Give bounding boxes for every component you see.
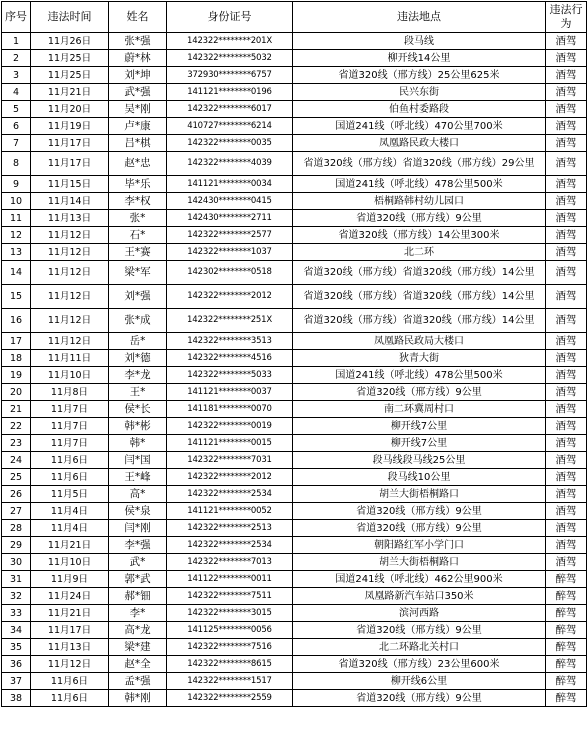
table-row (2, 367, 587, 384)
cell-action: 酒驾 (546, 333, 587, 350)
cell-no: 9 (2, 176, 31, 193)
cell-no: 26 (2, 486, 31, 503)
cell-action: 酒驾 (546, 210, 587, 227)
cell-id: 142322********3513 (167, 333, 293, 350)
cell-location: 滨河西路 (293, 605, 546, 622)
table-row (2, 118, 587, 135)
cell-id: 142322********1517 (167, 673, 293, 690)
cell-name: 张* (109, 210, 167, 227)
cell-name: 张*成 (109, 309, 167, 333)
cell-no: 6 (2, 118, 31, 135)
table-row (2, 639, 587, 656)
cell-time: 11月24日 (31, 588, 109, 605)
cell-time: 11月21日 (31, 84, 109, 101)
table-row (2, 452, 587, 469)
cell-id: 141122********0011 (167, 571, 293, 588)
cell-time: 11月7日 (31, 401, 109, 418)
table-row (2, 135, 587, 152)
table-row (2, 309, 587, 333)
cell-no: 29 (2, 537, 31, 554)
cell-id: 141125********0056 (167, 622, 293, 639)
header-action: 违法行为 (546, 2, 587, 33)
cell-action: 酒驾 (546, 520, 587, 537)
cell-no: 3 (2, 67, 31, 84)
cell-location: 民兴东街 (293, 84, 546, 101)
cell-no: 23 (2, 435, 31, 452)
cell-no: 33 (2, 605, 31, 622)
cell-location: 柳开线6公里 (293, 673, 546, 690)
cell-no: 25 (2, 469, 31, 486)
cell-location: 省道320线（邢方线）省道320线（邢方线）29公里 (293, 152, 546, 176)
cell-action: 酒驾 (546, 135, 587, 152)
cell-id: 142322********2534 (167, 537, 293, 554)
cell-no: 36 (2, 656, 31, 673)
cell-time: 11月6日 (31, 673, 109, 690)
cell-time: 11月14日 (31, 193, 109, 210)
cell-location: 段马线10公里 (293, 469, 546, 486)
cell-time: 11月4日 (31, 520, 109, 537)
cell-id: 142322********0035 (167, 135, 293, 152)
cell-id: 142322********1037 (167, 244, 293, 261)
table-row (2, 261, 587, 285)
table-row (2, 469, 587, 486)
cell-name: 石* (109, 227, 167, 244)
cell-location: 凤凰路民政局大楼口 (293, 333, 546, 350)
cell-no: 2 (2, 50, 31, 67)
cell-no: 14 (2, 261, 31, 285)
cell-name: 郝*钿 (109, 588, 167, 605)
cell-id: 141121********0037 (167, 384, 293, 401)
table-row (2, 101, 587, 118)
cell-name: 卢*康 (109, 118, 167, 135)
cell-action: 酒驾 (546, 486, 587, 503)
cell-no: 13 (2, 244, 31, 261)
cell-no: 5 (2, 101, 31, 118)
table-row (2, 588, 587, 605)
cell-id: 142322********4039 (167, 152, 293, 176)
cell-action: 酒驾 (546, 401, 587, 418)
cell-id: 142322********7511 (167, 588, 293, 605)
table-row (2, 210, 587, 227)
cell-name: 蔚*林 (109, 50, 167, 67)
table-row (2, 537, 587, 554)
cell-no: 20 (2, 384, 31, 401)
cell-id: 142322********2577 (167, 227, 293, 244)
cell-location: 段马线段马线25公里 (293, 452, 546, 469)
cell-time: 11月9日 (31, 571, 109, 588)
table-row (2, 193, 587, 210)
cell-name: 闫*国 (109, 452, 167, 469)
cell-action: 酒驾 (546, 227, 587, 244)
table-body (2, 33, 587, 707)
cell-id: 141121********0034 (167, 176, 293, 193)
cell-action: 酒驾 (546, 193, 587, 210)
table-row (2, 418, 587, 435)
cell-id: 142322********201X (167, 33, 293, 50)
cell-time: 11月12日 (31, 285, 109, 309)
cell-action: 酒驾 (546, 503, 587, 520)
cell-id: 142322********3015 (167, 605, 293, 622)
cell-id: 372930********6757 (167, 67, 293, 84)
cell-name: 张*强 (109, 33, 167, 50)
cell-time: 11月25日 (31, 67, 109, 84)
cell-name: 李*强 (109, 537, 167, 554)
cell-id: 142430********0415 (167, 193, 293, 210)
cell-name: 韩*彬 (109, 418, 167, 435)
cell-name: 吕*棋 (109, 135, 167, 152)
cell-action: 醉驾 (546, 690, 587, 707)
cell-time: 11月21日 (31, 537, 109, 554)
cell-location: 凤凰路新汽车站口350米 (293, 588, 546, 605)
cell-action: 酒驾 (546, 118, 587, 135)
cell-id: 142430********2711 (167, 210, 293, 227)
cell-id: 142322********2012 (167, 285, 293, 309)
cell-id: 142322********4516 (167, 350, 293, 367)
cell-location: 省道320线（邢方线）9公里 (293, 210, 546, 227)
table-row (2, 622, 587, 639)
cell-name: 梁*军 (109, 261, 167, 285)
table-row (2, 350, 587, 367)
table-row (2, 333, 587, 350)
cell-id: 142322********7516 (167, 639, 293, 656)
cell-id: 141181********0070 (167, 401, 293, 418)
cell-no: 30 (2, 554, 31, 571)
cell-action: 醉驾 (546, 656, 587, 673)
cell-action: 酒驾 (546, 435, 587, 452)
cell-location: 省道320线（邢方线）省道320线（邢方线）14公里 (293, 285, 546, 309)
cell-time: 11月13日 (31, 210, 109, 227)
cell-action: 酒驾 (546, 537, 587, 554)
table-header-row (2, 2, 587, 33)
cell-name: 赵*忠 (109, 152, 167, 176)
table-row (2, 673, 587, 690)
cell-id: 142322********6017 (167, 101, 293, 118)
cell-time: 11月6日 (31, 690, 109, 707)
table-row (2, 605, 587, 622)
cell-action: 醉驾 (546, 673, 587, 690)
cell-time: 11月7日 (31, 418, 109, 435)
table-row (2, 503, 587, 520)
cell-no: 38 (2, 690, 31, 707)
cell-location: 省道320线（邢方线）9公里 (293, 690, 546, 707)
cell-time: 11月20日 (31, 101, 109, 118)
table-row (2, 384, 587, 401)
violations-table (1, 1, 587, 707)
table-row (2, 571, 587, 588)
cell-time: 11月26日 (31, 33, 109, 50)
cell-no: 18 (2, 350, 31, 367)
cell-location: 国道241线（呼北线）478公里500米 (293, 176, 546, 193)
cell-time: 11月15日 (31, 176, 109, 193)
header-time: 违法时间 (31, 2, 109, 33)
cell-no: 27 (2, 503, 31, 520)
cell-name: 赵*全 (109, 656, 167, 673)
cell-id: 142322********0019 (167, 418, 293, 435)
cell-time: 11月8日 (31, 384, 109, 401)
cell-action: 酒驾 (546, 350, 587, 367)
cell-id: 141121********0015 (167, 435, 293, 452)
cell-name: 武*强 (109, 84, 167, 101)
cell-name: 岳* (109, 333, 167, 350)
cell-time: 11月6日 (31, 469, 109, 486)
cell-time: 11月11日 (31, 350, 109, 367)
cell-time: 11月21日 (31, 605, 109, 622)
cell-location: 省道320线（邢方线）9公里 (293, 622, 546, 639)
cell-action: 醉驾 (546, 588, 587, 605)
cell-location: 胡兰大街梧桐路口 (293, 486, 546, 503)
cell-name: 王*峰 (109, 469, 167, 486)
cell-location: 梧桐路韩村幼儿园口 (293, 193, 546, 210)
cell-action: 酒驾 (546, 67, 587, 84)
cell-name: 李*权 (109, 193, 167, 210)
table-row (2, 50, 587, 67)
cell-id: 410727********6214 (167, 118, 293, 135)
cell-name: 李* (109, 605, 167, 622)
cell-location: 北二环路北关村口 (293, 639, 546, 656)
cell-action: 酒驾 (546, 384, 587, 401)
cell-action: 酒驾 (546, 50, 587, 67)
cell-time: 11月12日 (31, 309, 109, 333)
cell-no: 22 (2, 418, 31, 435)
table-row (2, 244, 587, 261)
cell-location: 胡兰大街梧桐路口 (293, 554, 546, 571)
cell-no: 1 (2, 33, 31, 50)
cell-no: 11 (2, 210, 31, 227)
table-row (2, 554, 587, 571)
cell-id: 142322********5032 (167, 50, 293, 67)
cell-no: 15 (2, 285, 31, 309)
table-row (2, 656, 587, 673)
table-row (2, 33, 587, 50)
cell-location: 国道241线（呼北线）462公里900米 (293, 571, 546, 588)
cell-location: 省道320线（邢方线）25公里625米 (293, 67, 546, 84)
cell-location: 凤凰路民政大楼口 (293, 135, 546, 152)
cell-no: 12 (2, 227, 31, 244)
table-row (2, 67, 587, 84)
cell-action: 醉驾 (546, 605, 587, 622)
cell-no: 31 (2, 571, 31, 588)
cell-location: 柳开线7公里 (293, 418, 546, 435)
cell-name: 郭*武 (109, 571, 167, 588)
cell-name: 闫*刚 (109, 520, 167, 537)
cell-time: 11月12日 (31, 261, 109, 285)
cell-name: 李*龙 (109, 367, 167, 384)
cell-location: 省道320线（邢方线）23公里600米 (293, 656, 546, 673)
cell-id: 142322********8615 (167, 656, 293, 673)
header-location: 违法地点 (293, 2, 546, 33)
cell-location: 狄青大街 (293, 350, 546, 367)
cell-name: 吴*刚 (109, 101, 167, 118)
cell-action: 酒驾 (546, 452, 587, 469)
cell-name: 高* (109, 486, 167, 503)
cell-no: 28 (2, 520, 31, 537)
cell-name: 梁*建 (109, 639, 167, 656)
cell-id: 142322********7031 (167, 452, 293, 469)
cell-no: 16 (2, 309, 31, 333)
cell-time: 11月10日 (31, 367, 109, 384)
cell-location: 柳开线7公里 (293, 435, 546, 452)
cell-action: 酒驾 (546, 84, 587, 101)
cell-action: 醉驾 (546, 571, 587, 588)
cell-id: 142302********0518 (167, 261, 293, 285)
cell-location: 国道241线（呼北线）478公里500米 (293, 367, 546, 384)
cell-time: 11月17日 (31, 152, 109, 176)
table-row (2, 152, 587, 176)
cell-time: 11月12日 (31, 244, 109, 261)
cell-no: 10 (2, 193, 31, 210)
cell-location: 省道320线（邢方线）9公里 (293, 503, 546, 520)
cell-name: 韩* (109, 435, 167, 452)
cell-action: 酒驾 (546, 152, 587, 176)
cell-time: 11月12日 (31, 656, 109, 673)
cell-action: 酒驾 (546, 367, 587, 384)
cell-time: 11月19日 (31, 118, 109, 135)
cell-no: 24 (2, 452, 31, 469)
cell-action: 酒驾 (546, 285, 587, 309)
table-row (2, 690, 587, 707)
cell-no: 7 (2, 135, 31, 152)
cell-location: 省道320线（邢方线）省道320线（邢方线）14公里 (293, 261, 546, 285)
table-row (2, 401, 587, 418)
cell-time: 11月6日 (31, 452, 109, 469)
cell-no: 32 (2, 588, 31, 605)
cell-location: 省道320线（邢方线）省道320线（邢方线）14公里 (293, 309, 546, 333)
cell-name: 刘*坤 (109, 67, 167, 84)
cell-action: 酒驾 (546, 309, 587, 333)
cell-location: 北二环 (293, 244, 546, 261)
table-row (2, 520, 587, 537)
header-id: 身份证号 (167, 2, 293, 33)
cell-id: 142322********2513 (167, 520, 293, 537)
cell-location: 柳开线14公里 (293, 50, 546, 67)
cell-id: 142322********7013 (167, 554, 293, 571)
cell-action: 醉驾 (546, 622, 587, 639)
cell-name: 韩*刚 (109, 690, 167, 707)
cell-no: 34 (2, 622, 31, 639)
cell-time: 11月10日 (31, 554, 109, 571)
cell-no: 19 (2, 367, 31, 384)
cell-no: 35 (2, 639, 31, 656)
table-row (2, 486, 587, 503)
cell-location: 省道320线（邢方线）9公里 (293, 384, 546, 401)
cell-id: 142322********251X (167, 309, 293, 333)
cell-time: 11月17日 (31, 622, 109, 639)
cell-location: 伯鱼村委路段 (293, 101, 546, 118)
table-row (2, 227, 587, 244)
cell-name: 侯*长 (109, 401, 167, 418)
cell-action: 酒驾 (546, 33, 587, 50)
cell-time: 11月13日 (31, 639, 109, 656)
cell-location: 国道241线（呼北线）470公里700米 (293, 118, 546, 135)
cell-action: 酒驾 (546, 244, 587, 261)
cell-name: 刘*强 (109, 285, 167, 309)
table-row (2, 84, 587, 101)
cell-name: 王*赛 (109, 244, 167, 261)
cell-name: 毕*乐 (109, 176, 167, 193)
cell-location: 段马线 (293, 33, 546, 50)
cell-location: 省道320线（邢方线）9公里 (293, 520, 546, 537)
cell-id: 142322********5033 (167, 367, 293, 384)
cell-time: 11月12日 (31, 227, 109, 244)
cell-name: 高*龙 (109, 622, 167, 639)
cell-time: 11月7日 (31, 435, 109, 452)
cell-action: 酒驾 (546, 176, 587, 193)
cell-action: 酒驾 (546, 101, 587, 118)
cell-no: 4 (2, 84, 31, 101)
cell-location: 朝阳路红军小学门口 (293, 537, 546, 554)
cell-name: 武* (109, 554, 167, 571)
cell-action: 酒驾 (546, 469, 587, 486)
cell-time: 11月17日 (31, 135, 109, 152)
cell-action: 酒驾 (546, 554, 587, 571)
cell-id: 142322********2559 (167, 690, 293, 707)
cell-action: 醉驾 (546, 639, 587, 656)
cell-action: 酒驾 (546, 418, 587, 435)
cell-time: 11月4日 (31, 503, 109, 520)
cell-no: 21 (2, 401, 31, 418)
cell-no: 17 (2, 333, 31, 350)
cell-id: 141121********0196 (167, 84, 293, 101)
cell-name: 侯*泉 (109, 503, 167, 520)
cell-id: 142322********2534 (167, 486, 293, 503)
cell-name: 王* (109, 384, 167, 401)
header-name: 姓名 (109, 2, 167, 33)
header-no: 序号 (2, 2, 31, 33)
cell-name: 刘*德 (109, 350, 167, 367)
table-row (2, 176, 587, 193)
cell-id: 141121********0052 (167, 503, 293, 520)
cell-name: 孟*强 (109, 673, 167, 690)
cell-id: 142322********2012 (167, 469, 293, 486)
cell-location: 南二环冀周村口 (293, 401, 546, 418)
table-row (2, 285, 587, 309)
cell-action: 酒驾 (546, 261, 587, 285)
cell-time: 11月12日 (31, 333, 109, 350)
cell-location: 省道320线（邢方线）14公里300米 (293, 227, 546, 244)
cell-no: 37 (2, 673, 31, 690)
table-row (2, 435, 587, 452)
cell-no: 8 (2, 152, 31, 176)
cell-time: 11月25日 (31, 50, 109, 67)
cell-time: 11月5日 (31, 486, 109, 503)
